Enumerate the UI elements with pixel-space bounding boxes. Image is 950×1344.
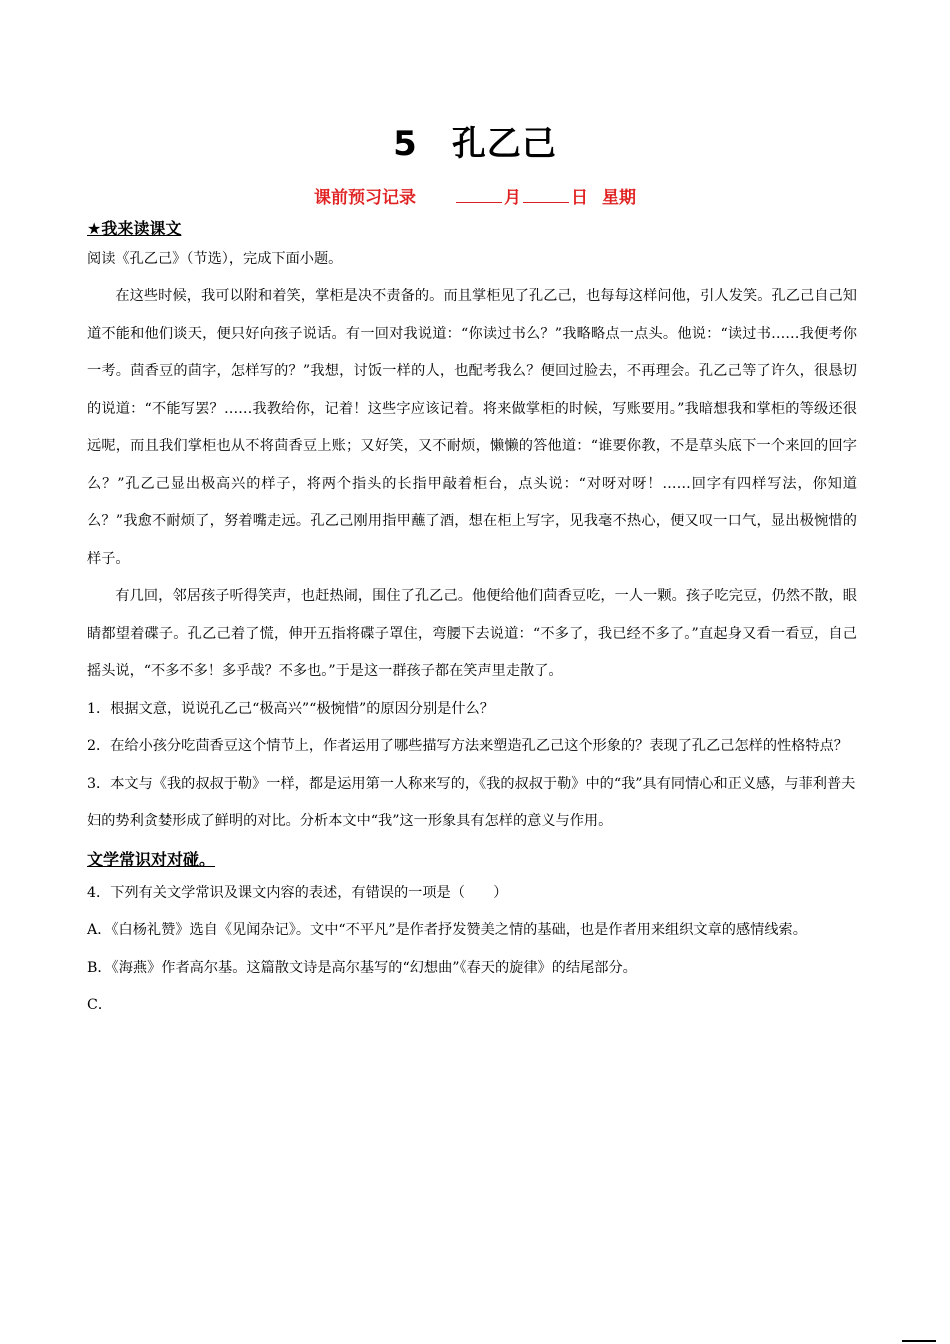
option-item: B．《海燕》作者高尔基。这篇散文诗是高尔基写的“幻想曲”《春天的旋律》的结尾部分。	[87, 959, 637, 976]
question-item: 3．本文与《我的叔叔于勒》一样，都是运用第一人称来写的，《我的叔叔于勒》中的“我”具有同情心和正义感，与菲利普夫妇的势利贪婪形成了鲜明的对比。分析本文中“我”这一形象具有怎样的意义与作用。	[87, 775, 856, 829]
lesson-title: 孔乙己	[451, 124, 557, 164]
section-heading-reading: ★我来读课文	[87, 219, 182, 238]
page-title	[0, 116, 950, 165]
question-item: 2．在给小孩分吃茴香豆这个情节上，作者运用了哪些描写方法来塑造孔乙己这个形象的？表现了孔乙己怎样的性格特点？	[87, 738, 848, 754]
passage-paragraph: 有几回，邻居孩子听得笑声，也赶热闹，围住了孔乙己。他便给他们茴香豆吃，一人一颗。孩子吃完豆，仍然不散，眼睛都望着碟子。孔乙己着了慌，伸开五指将碟子罩住，弯腰下去说道：“不多了，我已经不多了。”直起身又看一看豆，自己摇头说，“不多不多！多乎哉？不多也。”于是这一群孩子都在笑声里走散了。	[87, 588, 857, 679]
record-label: 课前预习记录	[314, 188, 416, 208]
day-blank[interactable]	[523, 188, 569, 203]
question-item: 1．根据文意，说说孔乙己“极高兴”“极惋惜”的原因分别是什么？	[87, 700, 494, 717]
month-blank[interactable]	[456, 188, 502, 203]
question-item: 4．下列有关文学常识及课文内容的表述，有错误的一项是（ ）	[87, 884, 508, 901]
section-heading-literature: 文学常识对对碰。	[87, 849, 216, 869]
preview-record	[0, 183, 950, 208]
record-month: 月	[504, 188, 521, 208]
record-weekday: 星期	[602, 188, 636, 208]
reading-intro: 阅读《孔乙己》（节选），完成下面小题。	[87, 251, 343, 267]
page-corner-rule	[902, 1340, 936, 1342]
passage-paragraph: 在这些时候，我可以附和着笑，掌柜是决不责备的。而且掌柜见了孔乙己，也每每这样问他，引人发笑。孔乙己自己知道不能和他们谈天，便只好向孩子说话。有一回对我说道：“你读过书么？”我略略点一点头。他说：“读过书……我便考你一考。茴香豆的茴字，怎样写的？”我想，讨饭一样的人，也配考我么？便回过脸去，不再理会。孔乙己等了许久，很恳切的说道：“不能写罢？……我教给你，记着！这些字应该记着。将来做掌柜的时候，写账要用。”我暗想我和掌柜的等级还很远呢，而且我们掌柜也从不将茴香豆上账；又好笑，又不耐烦，懒懒的答他道：“谁要你教，不是草头底下一个来回的回字么？”孔乙己显出极高兴的样子，将两个指头的长指甲敲着柜台，点头说：“对呀对呀！……回字有四样写法，你知道么？”我愈不耐烦了，努着嘴走远。孔乙己刚用指甲蘸了酒，想在柜上写字，见我毫不热心，便又叹一口气，显出极惋惜的样子。	[87, 288, 857, 567]
record-day: 日	[571, 188, 588, 208]
option-item: A．《白杨礼赞》选自《见闻杂记》。文中“不平凡”是作者抒发赞美之情的基础，也是作者用来组织文章的感情线索。	[87, 922, 807, 938]
main-content	[87, 214, 857, 1025]
lesson-number: 5	[393, 124, 418, 164]
option-item: C．	[87, 997, 113, 1013]
